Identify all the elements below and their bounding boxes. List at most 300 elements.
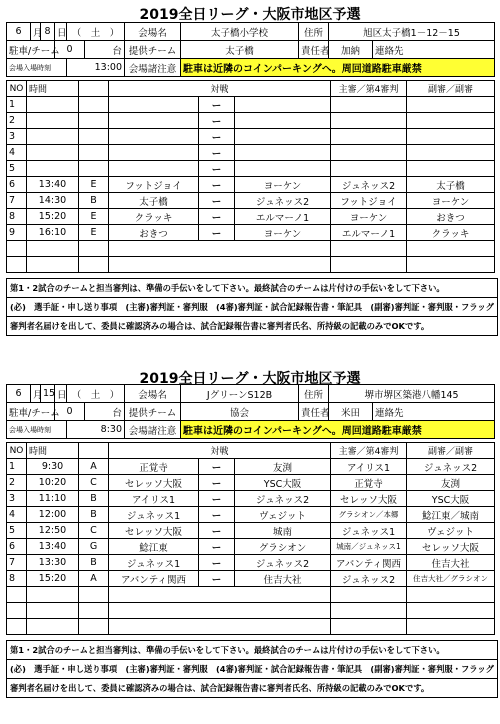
row-no: 3 [9, 493, 16, 504]
row-ref1-cell [331, 491, 407, 507]
row-home-team: 正覚寺 [139, 462, 168, 474]
row-court-cell [79, 209, 109, 225]
venue-cell [181, 23, 299, 41]
row-vs: ー [211, 180, 222, 192]
header-no-cell [7, 443, 27, 459]
row-court: A [90, 461, 97, 472]
header-ref1-cell [331, 443, 407, 459]
row-ref2: 太子橋 [436, 180, 465, 192]
row-home-cell [109, 507, 199, 523]
table-row [7, 209, 495, 225]
row-ref2-cell [407, 177, 495, 193]
row-ref2: クラッキ [431, 228, 470, 240]
row-time: 13:30 [38, 557, 67, 568]
table-row [7, 145, 495, 161]
row-no-cell [7, 145, 27, 161]
row-vs-cell [199, 145, 235, 161]
row-court: E [90, 179, 97, 190]
row-home-team: アイリス1 [132, 494, 175, 506]
row-home-team: フットジョイ [125, 180, 182, 192]
manager-cell [329, 41, 373, 59]
row-away-cell [235, 209, 331, 225]
row-home-cell [109, 555, 199, 571]
row-home-team: セレッソ大阪 [125, 526, 182, 538]
row-ref1: 城南／ジュネッス1 [336, 542, 401, 551]
row-no: 2 [9, 477, 16, 488]
row-ref1-cell [331, 475, 407, 491]
row-ref2-cell [407, 555, 495, 571]
row-ref2-cell [407, 129, 495, 145]
row-vs-cell [199, 113, 235, 129]
contact-label: 連絡先 [375, 407, 404, 419]
note-text: 審判者名届けを出して、委員に確認済みの場合は、試合記録報告書に審判者氏名、所持級の記載のみでOKです。 [7, 317, 498, 336]
row-home-cell [109, 161, 199, 177]
row-vs: ー [211, 212, 222, 224]
row-time-cell [27, 225, 79, 241]
table-row [7, 459, 495, 475]
row-court: C [90, 525, 97, 536]
row-vs-cell [199, 555, 235, 571]
row-home-cell [109, 97, 199, 113]
row-court-cell [79, 145, 109, 161]
row-ref2-cell [407, 145, 495, 161]
notice-cell [181, 421, 495, 439]
address-label-cell [299, 385, 329, 403]
note-row [7, 679, 498, 698]
row-no: 6 [9, 541, 16, 552]
row-ref2-cell [407, 523, 495, 539]
row-home-cell [109, 459, 199, 475]
empty-row [7, 587, 495, 603]
row-ref1-cell [331, 97, 407, 113]
row-court: B [90, 493, 97, 504]
row-time-cell [27, 507, 79, 523]
row-ref1-cell [331, 193, 407, 209]
row-away-team: ヨーケン [263, 180, 302, 192]
row-home-team: 太子橋 [139, 196, 168, 208]
row-no-cell [7, 539, 27, 555]
row-time-cell [27, 97, 79, 113]
row-vs-cell [199, 129, 235, 145]
row-court-cell [79, 571, 109, 587]
manager-label: 責任者 [301, 45, 330, 57]
row-court: E [90, 227, 97, 238]
entry-label: 会場入場時刻 [9, 64, 51, 72]
row-ref2: 住吉大社 [431, 558, 470, 570]
row-time-cell [27, 113, 79, 129]
row-ref2: 友渕 [440, 478, 460, 490]
row-home-cell [109, 193, 199, 209]
row-ref2: ヨーケン [431, 196, 470, 208]
parking-count: 0 [66, 44, 73, 55]
notice-label: 会場諸注意 [128, 425, 177, 437]
empty-row [7, 257, 495, 273]
venue-label-cell [125, 385, 181, 403]
note-row [7, 641, 498, 660]
row-no: 3 [9, 131, 16, 142]
row-vs-cell [199, 225, 235, 241]
row-ref1: フットジョイ [340, 196, 397, 208]
date-day: 8 [44, 26, 51, 37]
venue-label-cell [125, 23, 181, 41]
parking-unit-cell [85, 41, 125, 59]
parking-label: 駐車/チーム [9, 45, 60, 57]
day-unit: 日 [57, 389, 67, 401]
row-ref2-cell [407, 193, 495, 209]
provider: 協会 [230, 407, 250, 419]
date-day-cell [41, 23, 55, 41]
header-no-cell [7, 81, 27, 97]
row-vs: ー [211, 494, 222, 506]
row-time: 9:30 [41, 461, 64, 472]
parking-label: 駐車/チーム [9, 407, 60, 419]
row-time-cell [27, 209, 79, 225]
row-court-cell [79, 193, 109, 209]
header-ref1: 主審／第4審判 [338, 447, 399, 457]
note-text: (必) 選手証・申し送り事項 (主審)審判証・審判服 (4審)審判証・試合記録報告書・筆記具 (副審)審判証・審判服・フラッグ [7, 660, 498, 679]
weekday-cell [67, 23, 125, 41]
parking-unit-cell [85, 403, 125, 421]
provider-label-cell [125, 41, 181, 59]
schedule-header [7, 81, 495, 97]
row-home-team: おきつ [139, 228, 168, 240]
row-away-team: ジュネッス2 [255, 196, 310, 208]
venue-name: JグリーンS12B [206, 389, 273, 401]
row-vs: ー [211, 148, 222, 160]
row-ref1-cell [331, 145, 407, 161]
row-time-cell [27, 129, 79, 145]
row-away-team: 城南 [272, 526, 292, 538]
date-month-cell [7, 23, 31, 41]
notice: 駐車は近隣のコインパーキングへ。周回道路駐車厳禁 [183, 64, 422, 75]
row-home-team: ジュネッス1 [126, 558, 181, 570]
row-away-cell [235, 193, 331, 209]
row-away-team: ヴェジット [258, 510, 307, 522]
row-home-cell [109, 539, 199, 555]
row-home-cell [109, 571, 199, 587]
manager: 加納 [341, 45, 361, 57]
manager-label: 責任者 [301, 407, 330, 419]
row-ref2-cell [407, 491, 495, 507]
row-no-cell [7, 459, 27, 475]
provider: 太子橋 [225, 45, 254, 57]
note-row [7, 317, 498, 336]
row-time-cell [27, 145, 79, 161]
row-away-team: 住吉大社 [263, 574, 302, 586]
row-no-cell [7, 523, 27, 539]
address-cell [329, 385, 495, 403]
row-away-cell [235, 523, 331, 539]
schedule-header [7, 443, 495, 459]
address-label: 住所 [304, 27, 324, 39]
row-ref1-cell [331, 523, 407, 539]
row-ref1-cell [331, 161, 407, 177]
contact-cell [373, 41, 495, 59]
row-no-cell [7, 475, 27, 491]
empty-row [7, 619, 495, 635]
row-home-cell [109, 491, 199, 507]
weekday: （ 土 ） [71, 389, 120, 401]
table-row [7, 161, 495, 177]
row-time-cell [27, 555, 79, 571]
row-ref1: セレッソ大阪 [340, 494, 397, 506]
row-home-team: 鯰江東 [139, 542, 168, 554]
row-court: A [90, 573, 97, 584]
info-row-parking [7, 403, 495, 421]
manager-label-cell [299, 403, 329, 421]
header-time: 時間 [29, 447, 48, 457]
row-court: B [90, 557, 97, 568]
header-ref2-cell [407, 443, 495, 459]
empty-row [7, 241, 495, 257]
row-home-team: ジュネッス1 [126, 510, 181, 522]
empty-row [7, 603, 495, 619]
row-vs: ー [211, 574, 222, 586]
row-vs-cell [199, 491, 235, 507]
row-no-cell [7, 555, 27, 571]
note-text: 第1・2試合のチームと担当審判は、準備の手伝いをして下さい。最終試合のチームは片付けの手伝いをして下さい。 [7, 279, 498, 298]
provider-cell [181, 403, 299, 421]
row-vs-cell [199, 459, 235, 475]
row-away-cell [235, 129, 331, 145]
row-no-cell [7, 571, 27, 587]
header-time-cell [27, 81, 79, 97]
note-text: 第1・2試合のチームと担当審判は、準備の手伝いをして下さい。最終試合のチームは片付けの手伝いをして下さい。 [7, 641, 498, 660]
header-no: NO [9, 83, 24, 94]
row-time: 14:30 [38, 195, 67, 206]
row-ref2: 鯰江東／城南 [421, 510, 479, 522]
row-ref2: YSC大阪 [431, 494, 470, 506]
row-ref1: グラシオン／本郷 [338, 510, 399, 519]
row-court-cell [79, 491, 109, 507]
row-ref2-cell [407, 539, 495, 555]
row-court: G [89, 541, 98, 552]
header-match: 対戦 [210, 85, 229, 95]
row-away-cell [235, 555, 331, 571]
parking-count: 0 [66, 406, 73, 417]
row-court-cell [79, 161, 109, 177]
row-away-team: YSC大阪 [263, 478, 302, 490]
row-no-cell [7, 491, 27, 507]
address-cell [329, 23, 495, 41]
row-away-cell [235, 225, 331, 241]
row-ref2: ヴェジット [426, 526, 475, 538]
row-ref2-cell [407, 571, 495, 587]
venue-cell [181, 385, 299, 403]
row-time-cell [27, 193, 79, 209]
row-away-team: グラシオン [258, 542, 307, 554]
row-vs-cell [199, 571, 235, 587]
row-court-cell [79, 225, 109, 241]
row-court: E [90, 211, 97, 222]
notice-label-cell [125, 421, 181, 439]
notes-table [6, 640, 498, 698]
day-unit-cell [55, 385, 67, 403]
venue-label: 会場名 [138, 27, 167, 39]
day-unit-cell [55, 23, 67, 41]
row-away-cell [235, 177, 331, 193]
table-row [7, 193, 495, 209]
row-ref1: ヨーケン [349, 212, 388, 224]
row-vs-cell [199, 523, 235, 539]
row-time: 13:40 [38, 541, 67, 552]
row-away-cell [235, 459, 331, 475]
table-row [7, 491, 495, 507]
row-away-cell [235, 571, 331, 587]
row-no: 6 [9, 179, 16, 190]
row-away-team: ヨーケン [263, 228, 302, 240]
row-time-cell [27, 571, 79, 587]
row-away-team: 友渕 [272, 462, 292, 474]
row-ref1-cell [331, 555, 407, 571]
row-home-cell [109, 475, 199, 491]
entry-time-cell [67, 59, 125, 77]
row-time-cell [27, 475, 79, 491]
row-court-cell [79, 475, 109, 491]
header-ref2: 副審／副審 [427, 85, 473, 95]
table-row [7, 475, 495, 491]
row-home-team: セレッソ大阪 [125, 478, 182, 490]
entry-time: 13:00 [94, 62, 123, 73]
row-no: 4 [9, 509, 16, 520]
row-court: B [90, 195, 97, 206]
row-away-cell [235, 161, 331, 177]
contact-label: 連絡先 [375, 45, 404, 57]
row-time-cell [27, 539, 79, 555]
sheet-title: 2019全日リーグ・大阪市地区予選 [139, 7, 361, 23]
provider-cell [181, 41, 299, 59]
weekday-cell [67, 385, 125, 403]
row-court-cell [79, 459, 109, 475]
header-ref2: 副審／副審 [427, 447, 473, 457]
contact-cell [373, 403, 495, 421]
row-court-cell [79, 129, 109, 145]
row-vs-cell [199, 161, 235, 177]
table-row [7, 113, 495, 129]
header-ref1: 主審／第4審判 [338, 85, 399, 95]
row-vs: ー [211, 100, 222, 112]
row-away-cell [235, 145, 331, 161]
notice-label-cell [125, 59, 181, 77]
row-vs-cell [199, 177, 235, 193]
row-ref1: ジュネッス1 [341, 526, 396, 538]
address: 堺市堺区築港八幡145 [364, 389, 459, 401]
row-vs: ー [211, 228, 222, 240]
row-ref2-cell [407, 97, 495, 113]
row-ref2: おきつ [436, 212, 465, 224]
row-away-cell [235, 113, 331, 129]
row-home-team: クラッキ [134, 212, 173, 224]
row-vs: ー [211, 462, 222, 474]
month-unit: 月 [33, 27, 43, 39]
row-away-cell [235, 539, 331, 555]
row-no: 5 [9, 163, 16, 174]
row-vs-cell [199, 507, 235, 523]
header-ref2-cell [407, 81, 495, 97]
row-no-cell [7, 193, 27, 209]
row-ref2-cell [407, 225, 495, 241]
row-no-cell [7, 177, 27, 193]
row-ref2-cell [407, 459, 495, 475]
note-text: 審判者名届けを出して、委員に確認済みの場合は、試合記録報告書に審判者氏名、所持級の記載のみでOKです。 [7, 679, 498, 698]
address-label: 住所 [304, 389, 324, 401]
row-time-cell [27, 459, 79, 475]
row-ref1-cell [331, 507, 407, 523]
row-vs-cell [199, 193, 235, 209]
schedule-table [6, 442, 495, 635]
row-court-cell [79, 539, 109, 555]
table-row [7, 177, 495, 193]
date-month-cell [7, 385, 31, 403]
venue-name: 太子橋小学校 [211, 27, 269, 39]
month-unit: 月 [33, 389, 43, 401]
table-row [7, 225, 495, 241]
row-no: 8 [9, 573, 16, 584]
row-no-cell [7, 225, 27, 241]
note-row [7, 279, 498, 298]
table-row [7, 97, 495, 113]
row-court-cell [79, 97, 109, 113]
row-time: 12:50 [38, 525, 67, 536]
row-no: 7 [9, 195, 16, 206]
manager: 米田 [341, 407, 361, 419]
date-month: 6 [15, 26, 22, 37]
row-vs: ー [211, 558, 222, 570]
row-ref2: ジュネッス2 [423, 462, 478, 474]
entry-label: 会場入場時刻 [9, 426, 51, 434]
row-ref1-cell [331, 225, 407, 241]
address: 旭区太子橋1－12－15 [363, 27, 460, 39]
date-day-cell [41, 385, 55, 403]
row-time: 12:00 [38, 509, 67, 520]
info-table [6, 384, 495, 439]
row-home-cell [109, 129, 199, 145]
row-home-cell [109, 225, 199, 241]
row-vs: ー [211, 510, 222, 522]
row-away-cell [235, 491, 331, 507]
note-row [7, 660, 498, 679]
parking-unit: 台 [112, 45, 123, 57]
sheet-title: 2019全日リーグ・大阪市地区予選 [139, 371, 361, 387]
row-ref1-cell [331, 129, 407, 145]
row-no-cell [7, 129, 27, 145]
table-row [7, 539, 495, 555]
date-month: 6 [15, 388, 22, 399]
row-home-cell [109, 177, 199, 193]
row-no: 1 [9, 461, 16, 472]
row-time-cell [27, 491, 79, 507]
header-no: NO [9, 445, 24, 456]
provider-label: 提供チーム [128, 45, 177, 57]
row-time: 15:20 [38, 211, 67, 222]
header-match-cell [109, 443, 331, 459]
info-row-date [7, 23, 495, 41]
row-vs: ー [211, 526, 222, 538]
header-court-cell [79, 443, 109, 459]
row-vs: ー [211, 164, 222, 176]
month-unit-cell [31, 23, 41, 41]
info-table [6, 22, 495, 77]
row-ref1: アバンティ関西 [336, 558, 401, 570]
row-home-cell [109, 145, 199, 161]
notice-cell [181, 59, 495, 77]
table-row [7, 571, 495, 587]
header-time-cell [27, 443, 79, 459]
row-no: 2 [9, 115, 16, 126]
row-ref1: 正覚寺 [354, 478, 383, 490]
row-ref1-cell [331, 209, 407, 225]
row-no: 1 [9, 99, 16, 110]
